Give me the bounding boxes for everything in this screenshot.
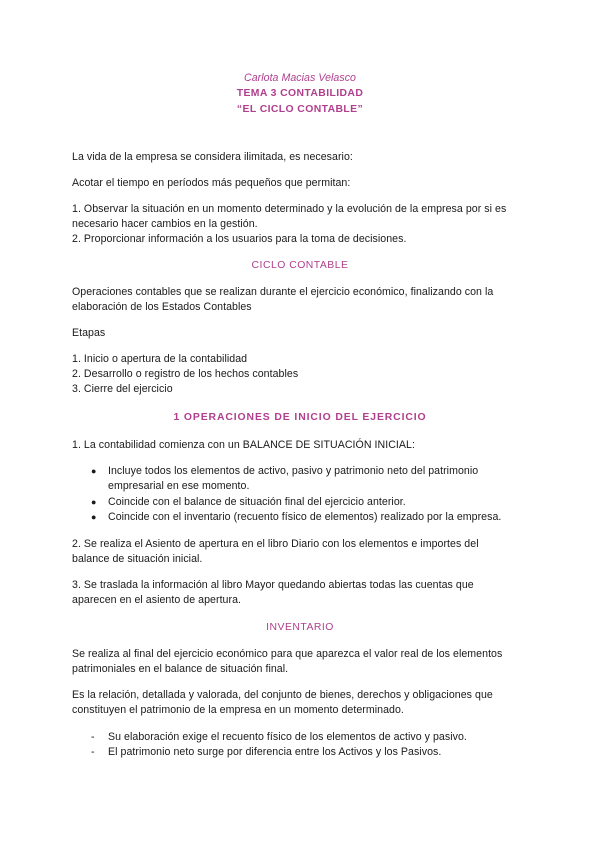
- inicio-paragraph-cont: aparecen en el asiento de apertura.: [72, 594, 242, 606]
- bullet-icon: ●: [91, 497, 97, 507]
- section-heading-inventario: INVENTARIO: [266, 622, 334, 633]
- intro-paragraph: Acotar el tiempo en períodos más pequeños que permitan:: [72, 177, 351, 189]
- inicio-paragraph: 2. Se realiza el Asiento de apertura en el libro Diario con los elementos e importes del: [72, 538, 479, 550]
- author-name: Carlota Macias Velasco: [244, 72, 356, 84]
- section-heading-inicio: 1 OPERACIONES DE INICIO DEL EJERCICIO: [173, 412, 427, 423]
- bullet-item-cont: empresarial en ese momento.: [108, 480, 250, 492]
- inicio-paragraph-cont: balance de situación inicial.: [72, 553, 203, 565]
- inicio-paragraph: 3. Se traslada la información al libro Mayor quedando abiertas todas las cuentas que: [72, 579, 474, 591]
- section-heading-ciclo: CICLO CONTABLE: [251, 260, 349, 271]
- etapas-label: Etapas: [72, 327, 106, 339]
- inventario-paragraph: Se realiza al final del ejercicio económico para que aparezca el valor real de los elementos: [72, 648, 503, 660]
- intro-list-item-cont: necesario hacer cambios en la gestión.: [72, 218, 258, 230]
- definition-paragraph-cont: elaboración de los Estados Contables: [72, 301, 252, 313]
- intro-list-item: 1. Observar la situación en un momento determinado y la evolución de la empresa por si es: [72, 203, 507, 215]
- definition-paragraph: Operaciones contables que se realizan durante el ejercicio económico, finalizando con la: [72, 286, 494, 298]
- document-title: “EL CICLO CONTABLE”: [236, 104, 364, 115]
- topic-heading: TEMA 3 CONTABILIDAD: [236, 88, 364, 99]
- inicio-paragraph: 1. La contabilidad comienza con un BALANCE DE SITUACIÓN INICIAL:: [72, 439, 415, 451]
- inventario-paragraph-cont: patrimoniales en el balance de situación final.: [72, 663, 289, 675]
- bullet-item: Coincide con el balance de situación final del ejercicio anterior.: [108, 496, 406, 508]
- etapa-item: 3. Cierre del ejercicio: [72, 383, 173, 395]
- dash-item: El patrimonio neto surge por diferencia entre los Activos y los Pasivos.: [108, 746, 442, 758]
- intro-list-item: 2. Proporcionar información a los usuarios para la toma de decisiones.: [72, 233, 407, 245]
- etapa-item: 1. Inicio o apertura de la contabilidad: [72, 353, 248, 365]
- bullet-item: Incluye todos los elementos de activo, pasivo y patrimonio neto del patrimonio: [108, 465, 479, 477]
- dash-item: Su elaboración exige el recuento físico de los elementos de activo y pasivo.: [108, 731, 467, 743]
- dash-icon: -: [91, 746, 95, 758]
- etapa-item: 2. Desarrollo o registro de los hechos contables: [72, 368, 299, 380]
- bullet-icon: ●: [91, 512, 97, 522]
- inventario-paragraph: Es la relación, detallada y valorada, del conjunto de bienes, derechos y obligaciones que: [72, 689, 493, 701]
- inventario-paragraph-cont: constituyen el patrimonio de la empresa en un momento determinado.: [72, 704, 404, 716]
- intro-paragraph: La vida de la empresa se considera ilimitada, es necesario:: [72, 151, 353, 163]
- dash-icon: -: [91, 731, 95, 743]
- bullet-icon: ●: [91, 466, 97, 476]
- bullet-item: Coincide con el inventario (recuento físico de elementos) realizado por la empresa.: [108, 511, 502, 523]
